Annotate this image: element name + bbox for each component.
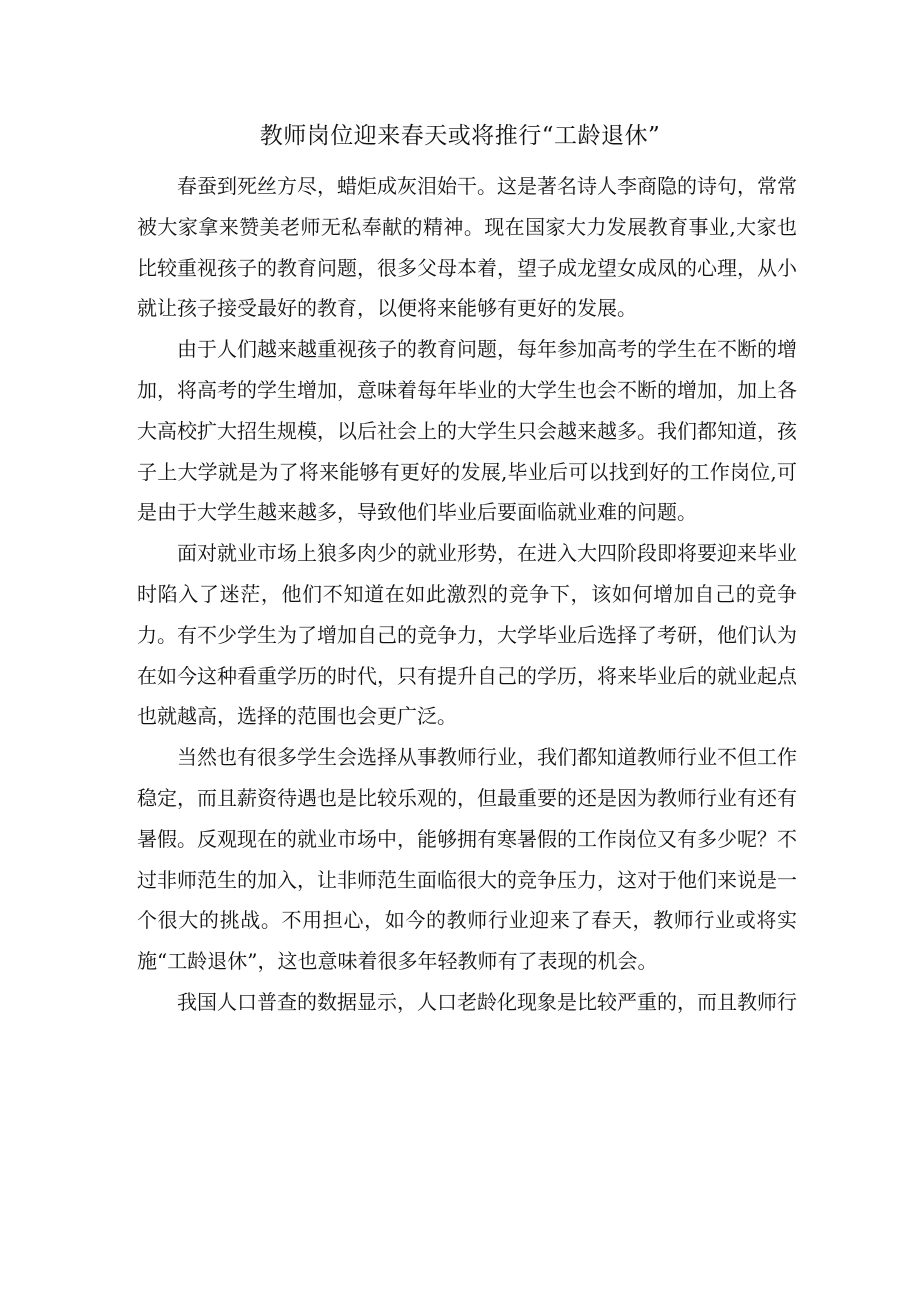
paragraph-5: 我国人口普查的数据显示，人口老龄化现象是比较严重的，而且教师行 — [177, 989, 797, 1014]
document-title: 教师岗位迎来春天或将推行“工龄退休” — [259, 123, 661, 149]
paragraph-4: 当然也有很多学生会选择从事教师行业，我们都知道教师行业不但工作稳定，而且薪资待遇也是比较乐观的，但最重要的还是因为教师行业有还有暑假。反观现在的就业市场中，能够拥有寒暑假的工作岗位又有多少呢？不过非师范生的加入，让非师范生面临很大的竞争压力，这对于他们来说是一个很大的挑战。不用担心，如今的教师行业迎来了春天，教师行业或将实施“工龄退休”，这也意味着很多年轻教师有了表现的机会。 — [137, 745, 797, 974]
paragraph-1: 春蚕到死丝方尽，蜡炬成灰泪始干。这是著名诗人李商隐的诗句，常常被大家拿来赞美老师无私奉献的精神。现在国家大力发展教育事业,大家也比较重视孩子的教育问题，很多父母本着，望子成龙望女成凤的心理，从小就让孩子接受最好的教育，以便将来能够有更好的发展。 — [137, 174, 797, 321]
paragraph-2: 由于人们越来越重视孩子的教育问题，每年参加高考的学生在不断的增加，将高考的学生增加，意味着每年毕业的大学生也会不断的增加，加上各大高校扩大招生规模，以后社会上的大学生只会越来越多。我们都知道，孩子上大学就是为了将来能够有更好的发展,毕业后可以找到好的工作岗位,可是由于大学生越来越多，导致他们毕业后要面临就业难的问题。 — [137, 337, 797, 525]
document-body — [137, 166, 797, 1023]
paragraph-3: 面对就业市场上狼多肉少的就业形势，在进入大四阶段即将要迎来毕业时陷入了迷茫，他们不知道在如此激烈的竞争下，该如何增加自己的竞争力。有不少学生为了增加自己的竞争力，大学毕业后选择了考研，他们认为在如今这种看重学历的时代，只有提升自己的学历，将来毕业后的就业起点也就越高，选择的范围也会更广泛。 — [137, 541, 797, 729]
